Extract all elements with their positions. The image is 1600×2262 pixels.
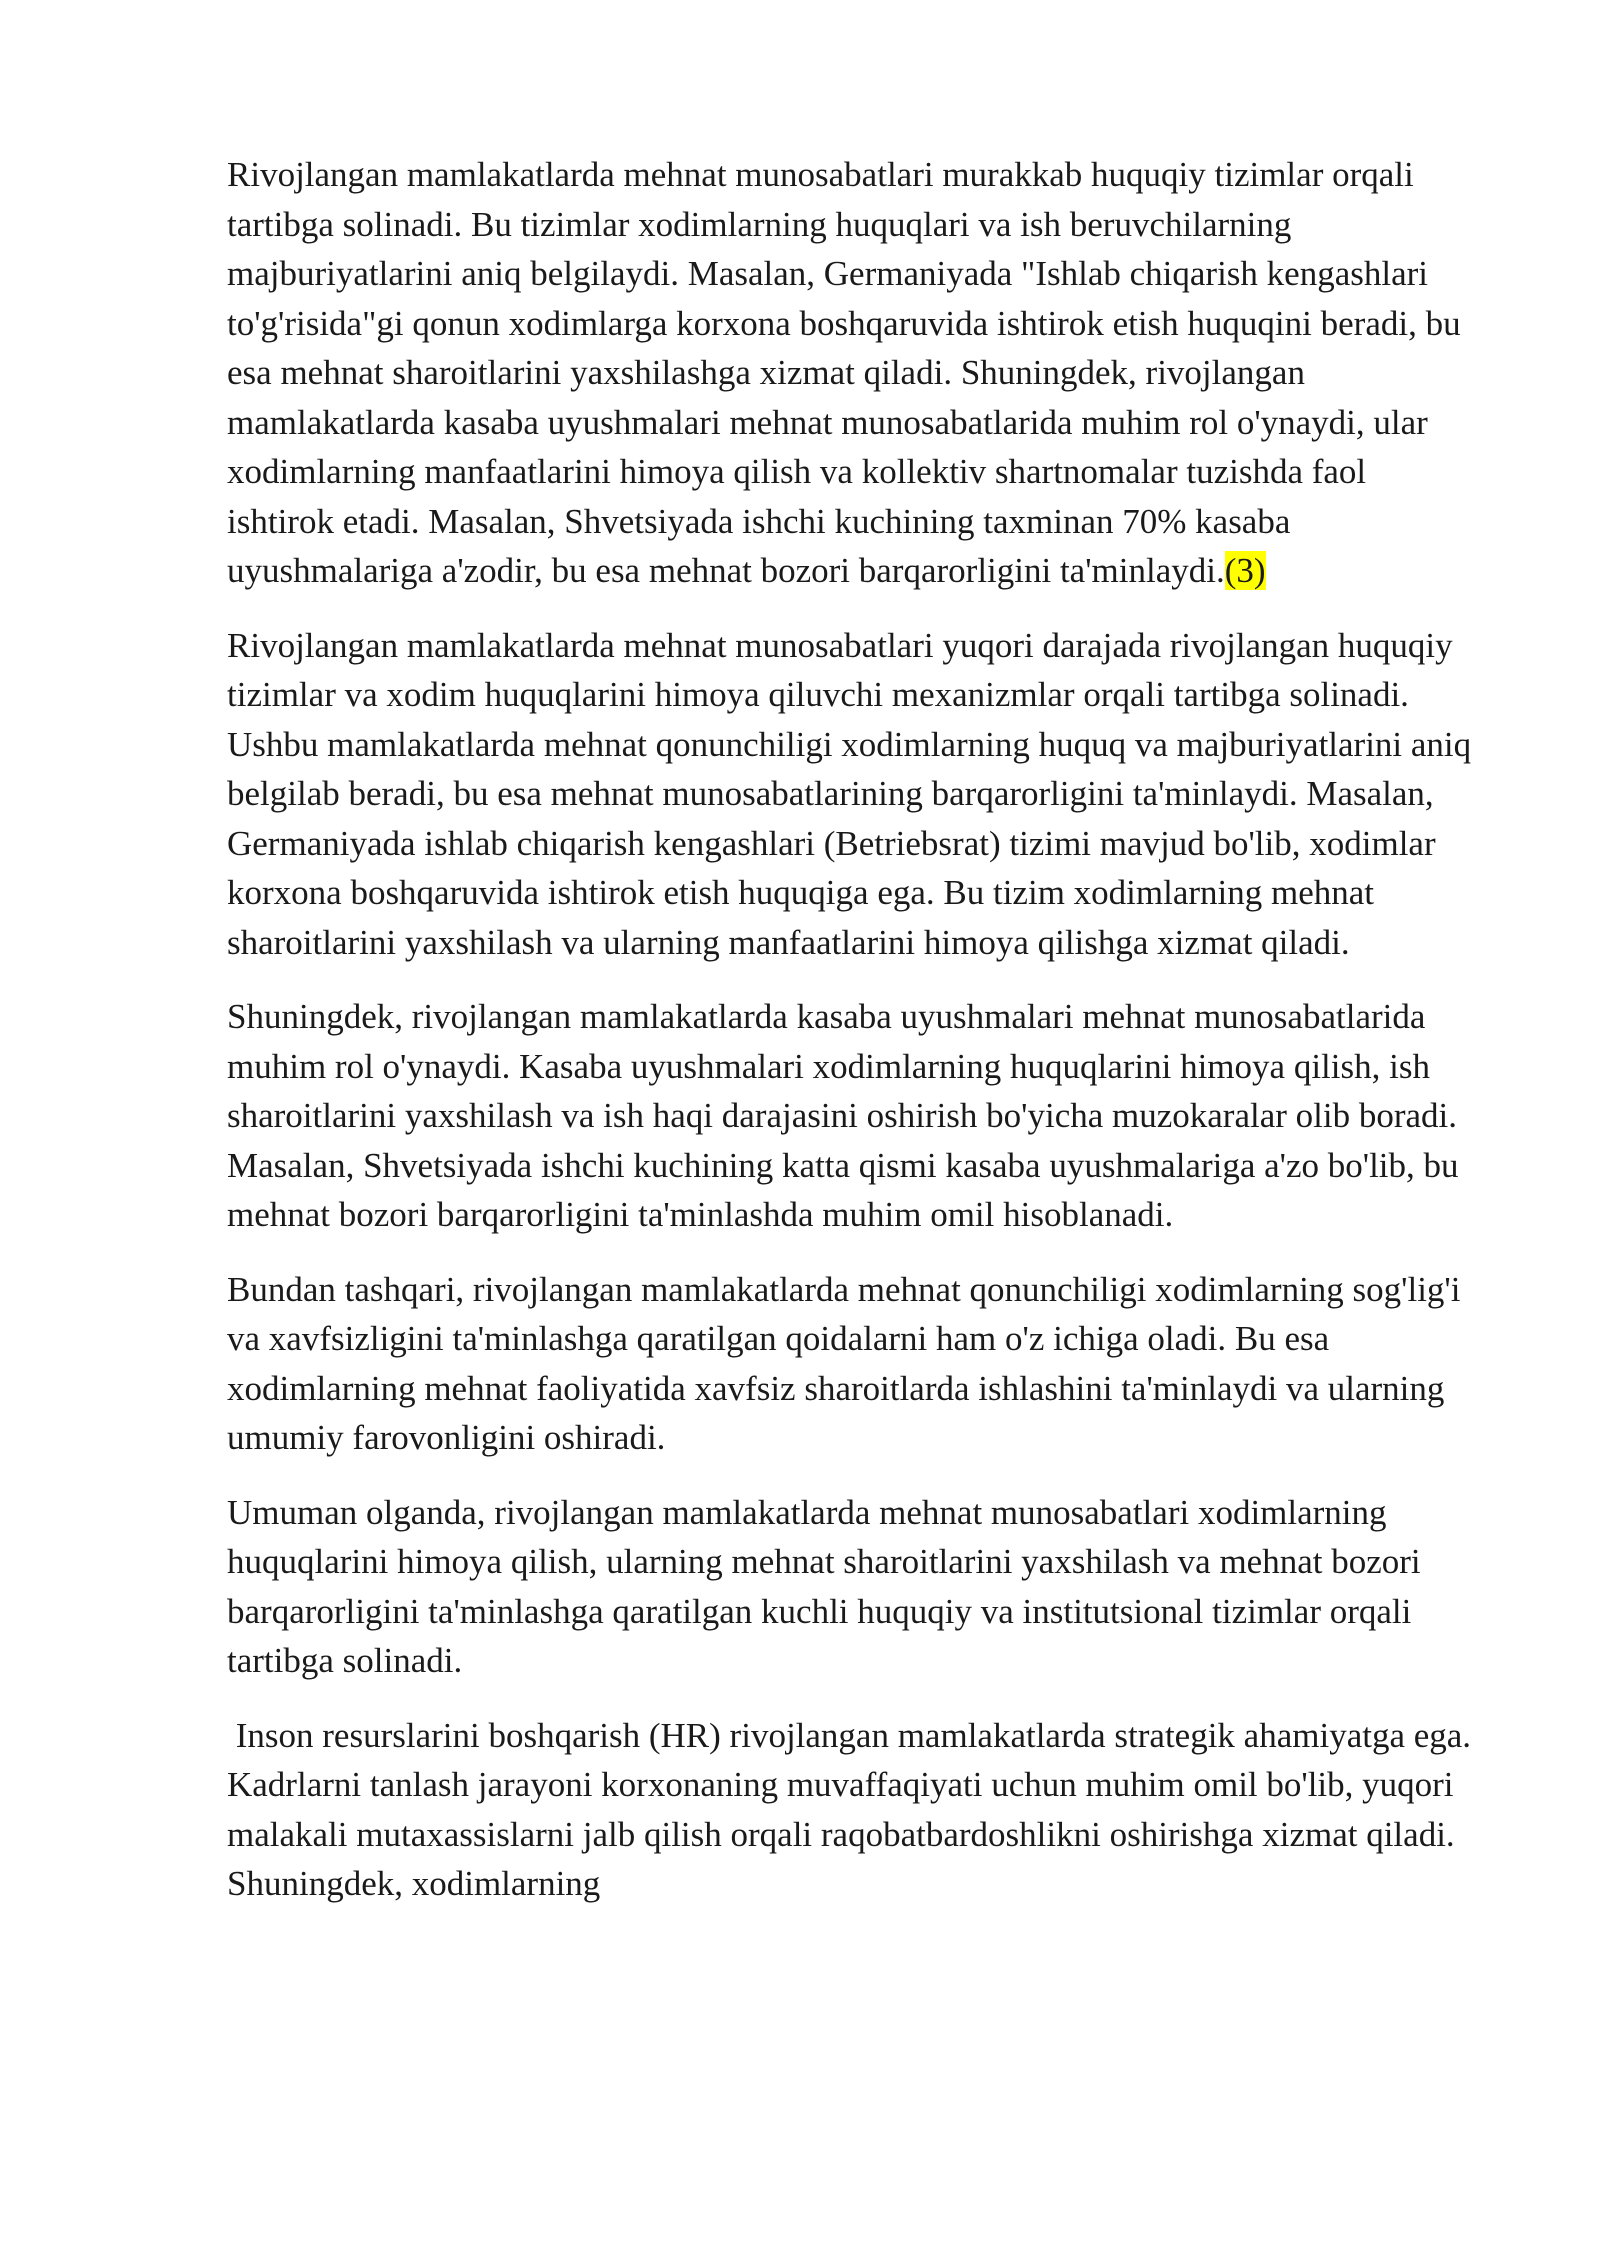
paragraph-3: Shuningdek, rivojlangan mamlakatlarda kasaba uyushmalari mehnat munosabatlarida muhim rol o'ynaydi. Kasaba uyushmalari xodimlarning huquqlarini himoya qilish, ish sharoitlarini yaxshilash va ish haqi darajasini oshirish bo'yicha muzokaralar olib boradi. Masalan, Shvetsiyada ishchi kuchining katta qismi kasaba uyushmalariga a'zo bo'lib, bu mehnat bozori barqarorligini ta'minlashda muhim omil hisoblanadi. xyxy=(227,997,1459,1234)
citation-highlight: (3) xyxy=(1224,551,1266,590)
paragraph-1 xyxy=(227,150,1477,596)
document-body xyxy=(227,150,1480,1934)
paragraph-5: Umuman olganda, rivojlangan mamlakatlarda mehnat munosabatlari xodimlarning huquqlarini himoya qilish, ularning mehnat sharoitlarini yaxshilash va mehnat bozori barqarorligini ta'minlashga qaratilgan kuchli huquqiy va institutsional tizimlar orqali tartibga solinadi. xyxy=(227,1492,1421,1680)
paragraph-4: Bundan tashqari, rivojlangan mamlakatlarda mehnat qonunchiligi xodimlarning sog'lig'i va xavfsizligini ta'minlashga qaratilgan qoidalarni ham o'z ichiga oladi. Bu esa xodimlarning mehnat faoliyatida xavfsiz sharoitlarda ishlashini ta'minlaydi va ularning umumiy farovonligini oshiradi. xyxy=(227,1269,1461,1457)
paragraph-2: Rivojlangan mamlakatlarda mehnat munosabatlari yuqori darajada rivojlangan huquqiy tizimlar va xodim huquqlarini himoya qiluvchi mexanizmlar orqali tartibga solinadi. Ushbu mamlakatlarda mehnat qonunchiligi xodimlarning huquq va majburiyatlarini aniq belgilab beradi, bu esa mehnat munosabatlarining barqarorligini ta'minlaydi. Masalan, Germaniyada ishlab chiqarish kengashlari (Betriebsrat) tizimi mavjud bo'lib, xodimlar korxona boshqaruvida ishtirok etish huquqiga ega. Bu tizim xodimlarning mehnat sharoitlarini yaxshilash va ularning manfaatlarini himoya qilishga xizmat qiladi. xyxy=(227,625,1472,962)
paragraph-6: Inson resurslarini boshqarish (HR) rivojlangan mamlakatlarda strategik ahamiyatga ega. Kadrlarni tanlash jarayoni korxonaning muvaffaqiyati uchun muhim omil bo'lib, yuqori malakali mutaxassislarni jalb qilish orqali raqobatbardoshlikni oshirishga xizmat qiladi. Shuningdek, xodimlarning xyxy=(227,1715,1480,1903)
paragraph-1-text: Rivojlangan mamlakatlarda mehnat munosabatlari murakkab huquqiy tizimlar orqali tartibga solinadi. Bu tizimlar xodimlarning huquqlari va ish beruvchilarning majburiyatlarini aniq belgilaydi. Masalan, Germaniyada "Ishlab chiqarish kengashlari to'g'risida"gi qonun xodimlarga korxona boshqaruvida ishtirok etish huquqini beradi, bu esa mehnat sharoitlarini yaxshilashga xizmat qiladi. Shuningdek, rivojlangan mamlakatlarda kasaba uyushmalari mehnat munosabatlarida muhim rol o'ynaydi, ular xodimlarning manfaatlarini himoya qilish va kollektiv shartnomalar tuzishda faol ishtirok etadi. Masalan, Shvetsiyada ishchi kuchining taxminan 70% kasaba uyushmalariga a'zodir, bu esa mehnat bozori barqarorligini ta'minlaydi. xyxy=(227,155,1461,590)
